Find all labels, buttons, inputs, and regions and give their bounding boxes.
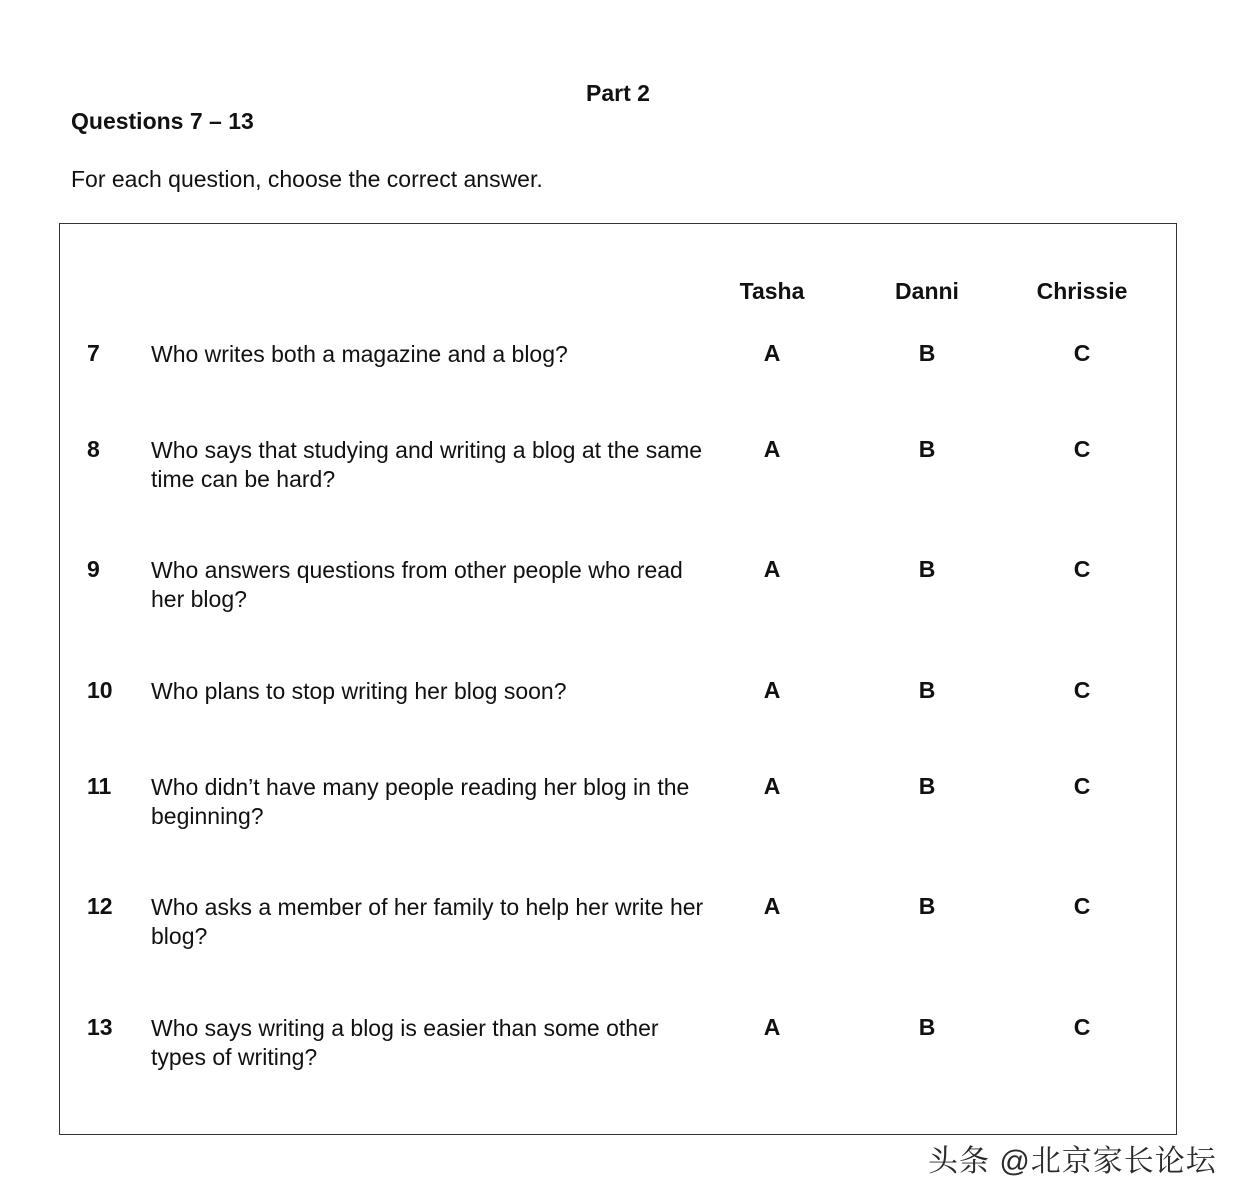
option-b[interactable]: B — [918, 773, 936, 799]
question-number: 11 — [87, 773, 112, 799]
option-c[interactable]: C — [1073, 773, 1091, 799]
option-a[interactable]: A — [763, 677, 781, 703]
question-number: 8 — [87, 436, 100, 462]
question-number: 12 — [87, 893, 113, 919]
part-title: Part 2 — [586, 80, 650, 106]
column-header-tasha: Tasha — [739, 278, 805, 304]
question-text: Who didn’t have many people reading her blog in the beginning? — [151, 774, 690, 829]
option-b[interactable]: B — [918, 677, 936, 703]
question-text: Who says writing a blog is easier than some other types of writing? — [151, 1015, 659, 1070]
option-b[interactable]: B — [918, 436, 936, 462]
option-a[interactable]: A — [763, 893, 781, 919]
question-number: 7 — [87, 340, 100, 366]
option-c[interactable]: C — [1073, 436, 1091, 462]
option-c[interactable]: C — [1073, 677, 1091, 703]
question-text: Who asks a member of her family to help her write her blog? — [151, 894, 704, 949]
question-text: Who plans to stop writing her blog soon? — [151, 678, 567, 704]
question-text: Who writes both a magazine and a blog? — [151, 341, 568, 367]
option-b[interactable]: B — [918, 893, 936, 919]
instruction-text: For each question, choose the correct answer. — [71, 166, 543, 192]
option-b[interactable]: B — [918, 556, 936, 582]
question-number: 13 — [87, 1014, 113, 1040]
option-c[interactable]: C — [1073, 893, 1091, 919]
column-header-chrissie: Chrissie — [1036, 278, 1128, 304]
option-a[interactable]: A — [763, 1014, 781, 1040]
question-number: 10 — [87, 677, 113, 703]
option-c[interactable]: C — [1073, 556, 1091, 582]
option-a[interactable]: A — [763, 436, 781, 462]
option-b[interactable]: B — [918, 1014, 936, 1040]
option-c[interactable]: C — [1073, 1014, 1091, 1040]
watermark: 头条 @北京家长论坛 — [928, 1145, 1217, 1178]
option-a[interactable]: A — [763, 773, 781, 799]
question-text: Who answers questions from other people who read her blog? — [151, 557, 683, 612]
column-header-danni: Danni — [895, 278, 959, 304]
option-a[interactable]: A — [763, 556, 781, 582]
option-a[interactable]: A — [763, 340, 781, 366]
option-c[interactable]: C — [1073, 340, 1091, 366]
question-text: Who says that studying and writing a blog at the same time can be hard? — [151, 437, 703, 492]
question-number: 9 — [87, 556, 100, 582]
questions-range-heading: Questions 7 – 13 — [71, 108, 254, 134]
option-b[interactable]: B — [918, 340, 936, 366]
